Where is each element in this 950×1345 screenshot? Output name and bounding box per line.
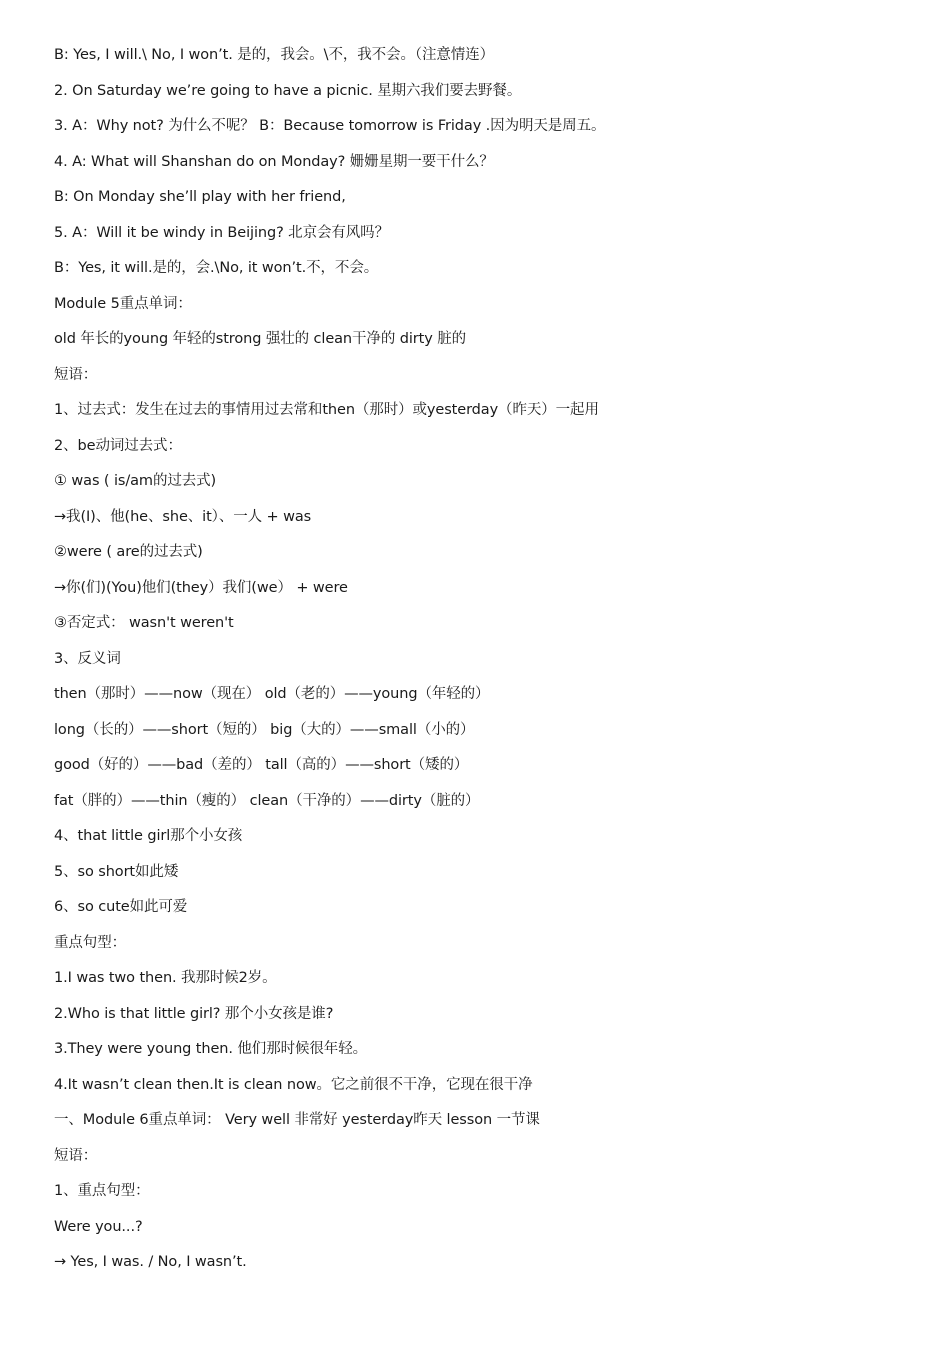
text-line: B：Yes, it will.是的，会.\No, it won’t.不，不会。 xyxy=(54,260,379,276)
text-line: 4.It wasn’t clean then.It is clean now。它之前很不干净，它现在很干净 xyxy=(54,1076,533,1093)
text-line: B: Yes, I will.\ No, I won’t. 是的，我会。\不，我不会。（注意情连） xyxy=(54,47,494,63)
text-line: 5、so short如此矮 xyxy=(54,863,179,880)
text-line: fat（胖的）——thin（瘦的） clean（干净的）——dirty（脏的） xyxy=(54,792,480,809)
text-line: 3. A：Why not? 为什么不呢？ B：Because tomorrow is Friday .因为明天是周五。 xyxy=(54,118,606,134)
text-line: 3.They were young then. 他们那时候很年轻。 xyxy=(54,1041,367,1057)
section-heading: 短语： xyxy=(54,366,98,383)
text-line: 2. On Saturday we’re going to have a picnic. 星期六我们要去野餐。 xyxy=(54,82,522,99)
text-line: 2、be动词过去式： xyxy=(54,437,182,454)
text-line: Were you...? xyxy=(54,1218,143,1235)
text-line: →我(I)、他(he、she、it）、一人 + was xyxy=(54,508,312,525)
text-line: 1、重点句型： xyxy=(54,1183,150,1199)
text-line: old 年长的young 年轻的strong 强壮的 clean干净的 dirty 脏的 xyxy=(54,331,466,347)
text-line: 4. A: What will Shanshan do on Monday? 姗姗星期一要干什么？ xyxy=(54,153,494,170)
text-line: 6、so cute如此可爱 xyxy=(54,899,188,915)
text-line: B: On Monday she’ll play with her friend, xyxy=(54,189,346,205)
text-line: 5. A：Will it be windy in Beijing? 北京会有风吗？ xyxy=(54,224,389,241)
text-line: good（好的）——bad（差的） tall（高的）——short（矮的） xyxy=(54,757,469,773)
section-heading: 短语： xyxy=(54,1147,98,1164)
text-line: 1.I was two then. 我那时候2岁。 xyxy=(54,970,277,986)
text-line: →你(们)(You)他们(they）我们(we） + were xyxy=(54,579,348,596)
text-line: ③否定式： wasn't weren't xyxy=(54,615,234,631)
text-line: then（那时）——now（现在） old（老的）——young（年轻的） xyxy=(54,686,490,702)
text-line: → Yes, I was. / No, I wasn’t. xyxy=(54,1254,247,1270)
text-line: ① was ( is/am的过去式) xyxy=(54,473,217,489)
text-line: 2.Who is that little girl? 那个小女孩是谁? xyxy=(54,1005,334,1022)
section-heading: 重点句型： xyxy=(54,934,126,951)
section-heading: 一、Module 6重点单词： Very well 非常好 yesterday昨天 lesson 一节课 xyxy=(54,1112,540,1128)
section-heading: Module 5重点单词： xyxy=(54,295,192,312)
section-heading: 3、反义词 xyxy=(54,650,121,667)
text-line: 4、that little girl那个小女孩 xyxy=(54,828,243,844)
text-line: ②were ( are的过去式) xyxy=(54,544,203,560)
text-line: 1、过去式：发生在过去的事情用过去常和then（那时）或yesterday（昨天）一起用 xyxy=(54,402,599,418)
document-page xyxy=(54,44,914,1287)
text-line: long（长的）——short（短的） big（大的）——small（小的） xyxy=(54,721,475,738)
